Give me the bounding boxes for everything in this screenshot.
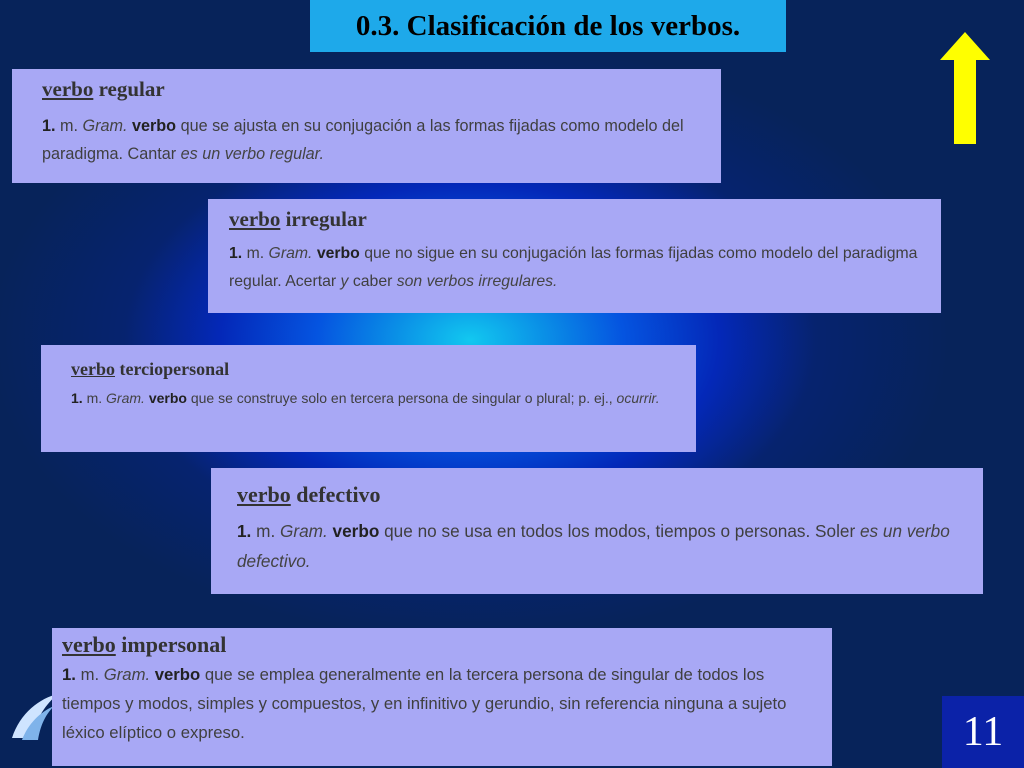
term-heading bbox=[62, 632, 822, 658]
grammar-abbr: m. bbox=[256, 521, 276, 541]
term-word: verbo bbox=[237, 482, 291, 507]
definition-card-impersonal bbox=[52, 628, 832, 766]
field-abbr: Gram. bbox=[106, 390, 145, 406]
example-italic: es un verbo regular. bbox=[180, 145, 324, 163]
sense-number: 1. bbox=[71, 390, 83, 406]
example-italic: son verbos irregulares. bbox=[396, 273, 558, 290]
example-plain: Cantar bbox=[127, 145, 177, 163]
definition-card-regular bbox=[12, 69, 721, 183]
sense-number: 1. bbox=[62, 665, 76, 684]
grammar-abbr: m. bbox=[80, 665, 100, 684]
up-arrow-icon[interactable] bbox=[938, 30, 992, 146]
page-number: 11 bbox=[942, 696, 1024, 768]
sense-number: 1. bbox=[229, 245, 243, 262]
definition-body: que se ajusta en su conjugación a las formas fijadas como modelo del paradigma. bbox=[42, 117, 684, 163]
definition-text bbox=[71, 386, 666, 410]
definition-body: que se construye solo en tercera persona de singular o plural; bbox=[190, 390, 575, 406]
term-heading bbox=[71, 359, 666, 380]
field-abbr: Gram. bbox=[268, 245, 313, 262]
example-abbr: p. ej., bbox=[578, 390, 613, 406]
grammar-abbr: m. bbox=[86, 390, 103, 406]
grammar-abbr: m. bbox=[60, 117, 78, 135]
example-italic: y bbox=[340, 273, 349, 290]
example-plain: Acertar bbox=[285, 273, 337, 290]
example-plain: Soler bbox=[815, 521, 856, 541]
headword: verbo bbox=[316, 245, 360, 262]
term-heading bbox=[237, 482, 957, 508]
term-type: impersonal bbox=[121, 632, 227, 657]
term-type: irregular bbox=[285, 207, 367, 231]
term-word: verbo bbox=[42, 77, 94, 101]
definition-text bbox=[237, 516, 957, 576]
slide-title: 0.3. Clasificación de los verbos. bbox=[310, 0, 786, 52]
definition-body: que no se usa en todos los modos, tiempos o personas. bbox=[384, 521, 811, 541]
term-word: verbo bbox=[229, 207, 281, 231]
definition-text bbox=[229, 240, 920, 296]
sense-number: 1. bbox=[42, 117, 56, 135]
definition-body: que se emplea generalmente en la tercera persona de singular de todos los tiempos y modos, simples y compuestos, y en infinitivo y gerundio, sin referencia ninguna a sujeto léxico elíptico o expreso. bbox=[62, 665, 787, 742]
headword: verbo bbox=[131, 117, 177, 135]
term-type: regular bbox=[98, 77, 165, 101]
definition-card-defectivo bbox=[211, 468, 983, 594]
headword: verbo bbox=[154, 665, 201, 684]
definition-text bbox=[42, 112, 691, 168]
example-plain: caber bbox=[352, 273, 393, 290]
definition-body: que no sigue en su conjugación las formas fijadas como modelo del paradigma regular. bbox=[229, 245, 918, 290]
definition-text bbox=[62, 660, 822, 747]
grammar-abbr: m. bbox=[246, 245, 265, 262]
example-italic: es un verbo defectivo. bbox=[237, 521, 950, 571]
example-italic: ocurrir. bbox=[616, 390, 660, 406]
term-type: terciopersonal bbox=[119, 359, 230, 379]
field-abbr: Gram. bbox=[280, 521, 328, 541]
field-abbr: Gram. bbox=[82, 117, 128, 135]
term-type: defectivo bbox=[296, 482, 381, 507]
field-abbr: Gram. bbox=[103, 665, 151, 684]
term-heading bbox=[229, 207, 920, 232]
sense-number: 1. bbox=[237, 521, 252, 541]
term-heading bbox=[42, 77, 691, 102]
term-word: verbo bbox=[71, 359, 115, 379]
term-word: verbo bbox=[62, 632, 116, 657]
up-arrow-shape bbox=[940, 32, 990, 144]
headword: verbo bbox=[332, 521, 380, 541]
definition-card-irregular bbox=[208, 199, 941, 313]
headword: verbo bbox=[148, 390, 187, 406]
definition-card-terciopersonal bbox=[41, 345, 696, 452]
